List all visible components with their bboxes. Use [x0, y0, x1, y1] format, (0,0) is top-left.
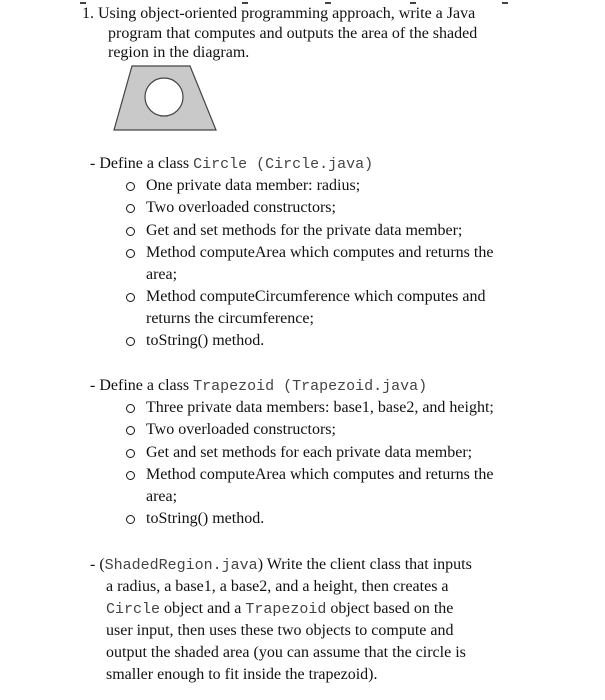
bullet-icon: [126, 249, 135, 258]
circle-heading-code: Circle (Circle.java): [193, 156, 374, 173]
circle-section-heading: [90, 154, 373, 175]
client-line-3-mid: object and a: [160, 600, 246, 617]
client-line-3: [106, 599, 453, 620]
question-line-2: program that computes and outputs the area of the shaded: [108, 25, 478, 42]
client-line-1-code: ShadedRegion.java: [104, 557, 258, 574]
circle-item-4-line-2: area;: [146, 266, 178, 283]
client-line-1-prefix: - (: [90, 556, 105, 573]
bullet-icon: [126, 449, 135, 458]
trapezoid-item-5: toString() method.: [146, 510, 265, 527]
bullet-icon: [126, 293, 135, 302]
trapezoid-item-3: Get and set methods for each private data member;: [146, 444, 473, 461]
circle-heading-prefix: - Define a class: [90, 155, 190, 172]
client-line-2: a radius, a base1, a base2, and a height, then creates a: [106, 578, 449, 595]
client-line-3-rest: object based on the: [326, 600, 454, 617]
circle-item-1: One private data member: radius;: [146, 177, 361, 194]
question-number: 1.: [82, 5, 94, 22]
trapezoid-item-4-line-1: Method computeArea which computes and returns the: [146, 466, 494, 483]
client-line-3-code-1: Circle: [106, 601, 161, 618]
circle-item-3: Get and set methods for the private data member;: [146, 222, 463, 239]
circle-item-6: toString() method.: [146, 332, 265, 349]
circle-item-5-line-2: returns the circumference;: [146, 310, 314, 327]
client-line-4: user input, then uses these two objects to compute and: [106, 622, 454, 639]
client-line-1: [90, 555, 472, 576]
circle-shape: [145, 78, 183, 116]
client-line-1-rest: ) Write the client class that inputs: [257, 556, 472, 573]
question-line-3: region in the diagram.: [108, 44, 250, 61]
bullet-icon: [126, 204, 135, 213]
circle-item-2: Two overloaded constructors;: [146, 199, 336, 216]
trapezoid-heading-prefix: - Define a class: [90, 377, 190, 394]
bullet-icon: [126, 426, 135, 435]
circle-item-4-line-1: Method computeArea which computes and returns the: [146, 244, 494, 261]
question-text-1: Using object-oriented programming approach, write a Java: [98, 5, 476, 22]
bullet-icon: [126, 227, 135, 236]
bullet-icon: [126, 471, 135, 480]
trapezoid-item-2: Two overloaded constructors;: [146, 421, 336, 438]
trapezoid-heading-code: Trapezoid (Trapezoid.java): [193, 378, 428, 395]
bullet-icon: [126, 337, 135, 346]
bullet-icon: [126, 515, 135, 524]
trapezoid-item-4-line-2: area;: [146, 488, 178, 505]
client-line-5: output the shaded area (you can assume that the circle is: [106, 644, 466, 661]
trapezoid-item-1: Three private data members: base1, base2, and height;: [146, 399, 494, 416]
client-line-3-code-2: Trapezoid: [245, 601, 327, 618]
bullet-icon: [126, 182, 135, 191]
shaded-region-diagram: [112, 64, 218, 134]
client-line-6: smaller enough to fit inside the trapezoid).: [106, 666, 378, 683]
question-line-1: [82, 4, 475, 24]
bullet-icon: [126, 404, 135, 413]
circle-item-5-line-1: Method computeCircumference which computes and: [146, 288, 486, 305]
trapezoid-section-heading: [90, 376, 427, 397]
